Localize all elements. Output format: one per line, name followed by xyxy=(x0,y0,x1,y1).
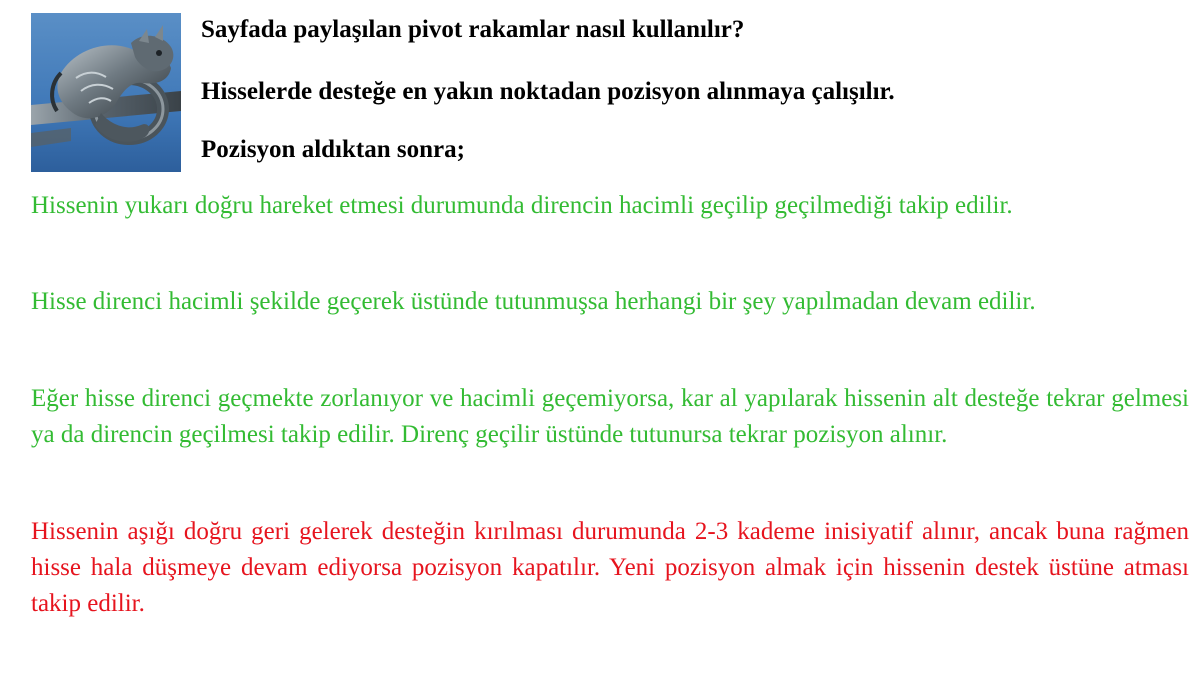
paragraph-resistance-watch: Hissenin yukarı doğru hareket etmesi durumunda direncin hacimli geçilip geçilmediği takip edilir. xyxy=(31,192,1013,219)
page-title: Sayfada paylaşılan pivot rakamlar nasıl kullanılır? xyxy=(201,16,745,43)
paragraph-stop-loss: Hissenin aşığı doğru geri gelerek desteğin kırılması durumunda 2-3 kademe inisiyatif alınır, ancak buna rağmen hisse hala düşmeye devam ediyorsa pozisyon kapatılır. Yeni pozisyon almak için hissenin destek üstüne atması takip edilir. xyxy=(31,518,1189,617)
heading-entry-rule: Hisselerde desteğe en yakın noktadan pozisyon alınmaya çalışılır. xyxy=(201,78,895,105)
dragon-staff-head-icon xyxy=(31,13,181,172)
paragraph-resistance-broken: Hisse direnci hacimli şekilde geçerek üstünde tutunmuşsa herhangi bir şey yapılmadan devam edilir. xyxy=(31,288,1036,315)
heading-after-position: Pozisyon aldıktan sonra; xyxy=(201,136,465,163)
logo-image xyxy=(31,13,181,172)
paragraph-take-profit: Eğer hisse direnci geçmekte zorlanıyor ve hacimli geçemiyorsa, kar al yapılarak hissenin alt desteğe tekrar gelmesi ya da direncin geçilmesi takip edilir. Direnç geçilir üstünde tutunursa tekrar pozisyon alınır. xyxy=(31,385,1189,448)
